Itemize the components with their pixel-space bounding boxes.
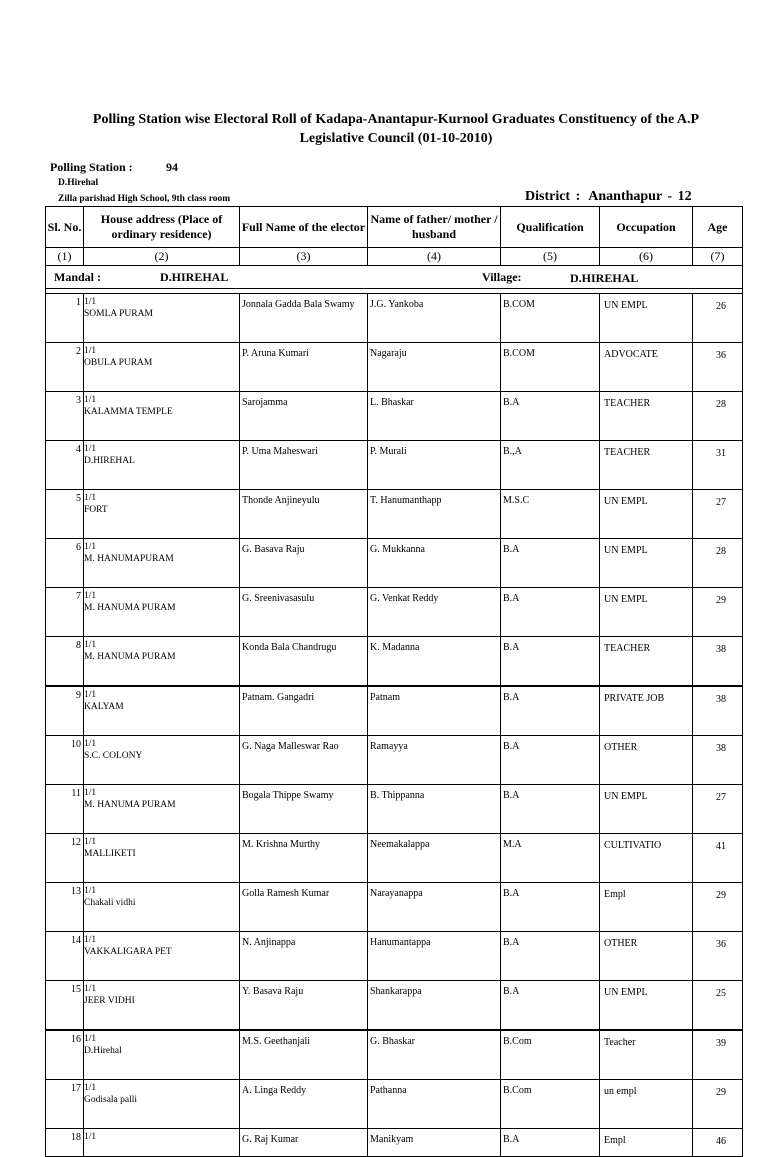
cell-occupation: ADVOCATE — [600, 343, 693, 392]
table-row — [46, 294, 743, 343]
col-num-2: (2) — [84, 248, 240, 266]
cell-qualification: B.Com — [501, 1080, 600, 1129]
cell-age: 29 — [693, 588, 743, 637]
district-info — [525, 189, 692, 205]
cell-qualification: B.A — [501, 883, 600, 932]
cell-relative-name: Narayanappa — [368, 883, 501, 932]
table-row — [46, 539, 743, 588]
cell-qualification: B.Com — [501, 1030, 600, 1080]
col-header-occupation: Occupation — [600, 207, 693, 248]
cell-elector-name: Y. Basava Raju — [240, 981, 368, 1031]
house-number: 1/1 — [84, 788, 97, 798]
house-number: 1/1 — [84, 837, 97, 847]
cell-elector-name: P. Uma Maheswari — [240, 441, 368, 490]
cell-sl-no: 5 — [46, 490, 84, 539]
cell-relative-name: K. Madanna — [368, 637, 501, 687]
document-title — [40, 110, 752, 148]
house-number: 1/1 — [84, 886, 97, 896]
mandal-label: Mandal : — [54, 270, 102, 284]
cell-qualification: B.A — [501, 785, 600, 834]
col-num-3: (3) — [240, 248, 368, 266]
house-place: VAKKALIGARA PET — [84, 947, 172, 957]
column-header-row — [46, 207, 743, 248]
cell-sl-no: 12 — [46, 834, 84, 883]
cell-elector-name: N. Anjinappa — [240, 932, 368, 981]
cell-occupation: UN EMPL — [600, 588, 693, 637]
cell-sl-no: 6 — [46, 539, 84, 588]
house-number: 1/1 — [84, 297, 97, 307]
table-row — [46, 1080, 743, 1129]
col-header-age: Age — [693, 207, 743, 248]
cell-qualification: B.A — [501, 686, 600, 736]
cell-occupation: TEACHER — [600, 441, 693, 490]
cell-house-address — [84, 883, 240, 932]
cell-relative-name: T. Hanumanthapp — [368, 490, 501, 539]
cell-sl-no: 16 — [46, 1030, 84, 1080]
house-number: 1/1 — [84, 444, 97, 454]
house-place: M. HANUMA PURAM — [84, 800, 176, 810]
cell-relative-name: Manikyam — [368, 1129, 501, 1157]
cell-sl-no: 8 — [46, 637, 84, 687]
col-header-address: House address (Place of ordinary residence) — [84, 207, 240, 248]
cell-elector-name: P. Aruna Kumari — [240, 343, 368, 392]
cell-age: 25 — [693, 981, 743, 1031]
electoral-roll-table — [45, 206, 743, 1157]
table-row — [46, 343, 743, 392]
cell-occupation: TEACHER — [600, 637, 693, 687]
house-place: JEER VIDHI — [84, 996, 135, 1006]
cell-house-address — [84, 343, 240, 392]
cell-house-address — [84, 785, 240, 834]
cell-occupation: TEACHER — [600, 392, 693, 441]
cell-age: 46 — [693, 1129, 743, 1157]
cell-house-address — [84, 1129, 240, 1157]
cell-sl-no: 17 — [46, 1080, 84, 1129]
cell-occupation: UN EMPL — [600, 981, 693, 1031]
cell-relative-name: Ramayya — [368, 736, 501, 785]
cell-elector-name: Thonde Anjineyulu — [240, 490, 368, 539]
table-row — [46, 981, 743, 1031]
cell-qualification: B.A — [501, 539, 600, 588]
house-place: MALLIKETI — [84, 849, 136, 859]
house-number: 1/1 — [84, 542, 97, 552]
polling-station-label: Polling Station : — [50, 160, 133, 174]
cell-house-address — [84, 1080, 240, 1129]
cell-qualification: M.A — [501, 834, 600, 883]
cell-house-address — [84, 686, 240, 736]
cell-relative-name: G. Mukkanna — [368, 539, 501, 588]
house-place: Godisala palli — [84, 1095, 138, 1105]
house-number: 1/1 — [84, 640, 97, 650]
cell-age: 38 — [693, 736, 743, 785]
table-row — [46, 686, 743, 736]
cell-elector-name: G. Raj Kumar — [240, 1129, 368, 1157]
table-row — [46, 441, 743, 490]
cell-age: 27 — [693, 490, 743, 539]
cell-sl-no: 9 — [46, 686, 84, 736]
cell-qualification: B.A — [501, 392, 600, 441]
cell-relative-name: Pathanna — [368, 1080, 501, 1129]
cell-relative-name: Neemakalappa — [368, 834, 501, 883]
table-row — [46, 736, 743, 785]
cell-relative-name: L. Bhaskar — [368, 392, 501, 441]
col-num-5: (5) — [501, 248, 600, 266]
house-place: KALAMMA TEMPLE — [84, 407, 173, 417]
cell-house-address — [84, 736, 240, 785]
cell-qualification: B.,A — [501, 441, 600, 490]
house-number: 1/1 — [84, 591, 97, 601]
cell-house-address — [84, 490, 240, 539]
village-value: D.HIREHAL — [570, 271, 639, 285]
cell-age: 31 — [693, 441, 743, 490]
cell-occupation: UN EMPL — [600, 785, 693, 834]
cell-age: 36 — [693, 343, 743, 392]
col-num-1: (1) — [46, 248, 84, 266]
house-number: 1/1 — [84, 395, 97, 405]
house-place: D.Hirehal — [84, 1046, 122, 1056]
cell-sl-no: 3 — [46, 392, 84, 441]
cell-age: 28 — [693, 392, 743, 441]
cell-relative-name: J.G. Yankoba — [368, 294, 501, 343]
house-number: 1/1 — [84, 493, 97, 503]
cell-house-address — [84, 932, 240, 981]
cell-qualification: B.A — [501, 981, 600, 1031]
cell-age: 38 — [693, 686, 743, 736]
polling-station-location: Zilla parishad High School, 9th class room — [58, 194, 231, 204]
cell-elector-name: A. Linga Reddy — [240, 1080, 368, 1129]
cell-occupation: UN EMPL — [600, 490, 693, 539]
cell-age: 29 — [693, 883, 743, 932]
table-row — [46, 932, 743, 981]
cell-elector-name: Jonnala Gadda Bala Swamy — [240, 294, 368, 343]
table-row — [46, 637, 743, 687]
house-number: 1/1 — [84, 1083, 97, 1093]
cell-elector-name: Patnam. Gangadri — [240, 686, 368, 736]
cell-house-address — [84, 294, 240, 343]
cell-occupation: UN EMPL — [600, 294, 693, 343]
cell-relative-name: P. Murali — [368, 441, 501, 490]
house-number: 1/1 — [84, 984, 97, 994]
village-label: Village: — [482, 270, 522, 284]
col-num-4: (4) — [368, 248, 501, 266]
cell-house-address — [84, 637, 240, 687]
cell-occupation: un empl — [600, 1080, 693, 1129]
cell-house-address — [84, 539, 240, 588]
cell-sl-no: 1 — [46, 294, 84, 343]
table-row — [46, 1030, 743, 1080]
cell-sl-no: 10 — [46, 736, 84, 785]
col-header-sl: Sl. No. — [46, 207, 84, 248]
house-place: KALYAM — [84, 702, 124, 712]
district-value: Ananthapur - 12 — [588, 189, 692, 204]
house-place: M. HANUMA PURAM — [84, 603, 176, 613]
house-place: OBULA PURAM — [84, 358, 153, 368]
cell-qualification: B.COM — [501, 294, 600, 343]
col-num-6: (6) — [600, 248, 693, 266]
table-row — [46, 1129, 743, 1157]
house-number: 1/1 — [84, 739, 97, 749]
cell-qualification: M.S.C — [501, 490, 600, 539]
cell-occupation: OTHER — [600, 932, 693, 981]
cell-qualification: B.COM — [501, 343, 600, 392]
cell-elector-name: Bogala Thippe Swamy — [240, 785, 368, 834]
polling-station-name: D.Hirehal — [58, 178, 99, 188]
house-number: 1/1 — [84, 1132, 97, 1142]
house-place: SOMLA PURAM — [84, 309, 153, 319]
cell-elector-name: G. Basava Raju — [240, 539, 368, 588]
cell-age: 38 — [693, 637, 743, 687]
house-number: 1/1 — [84, 1034, 97, 1044]
cell-relative-name: Shankarappa — [368, 981, 501, 1031]
cell-sl-no: 7 — [46, 588, 84, 637]
title-line-2: Legislative Council (01-10-2010) — [299, 131, 493, 146]
cell-age: 41 — [693, 834, 743, 883]
cell-relative-name: Patnam — [368, 686, 501, 736]
column-number-row — [46, 248, 743, 266]
cell-relative-name: B. Thippanna — [368, 785, 501, 834]
cell-house-address — [84, 834, 240, 883]
cell-qualification: B.A — [501, 637, 600, 687]
cell-age: 29 — [693, 1080, 743, 1129]
cell-elector-name: Sarojamma — [240, 392, 368, 441]
cell-occupation: CULTIVATIO — [600, 834, 693, 883]
col-num-7: (7) — [693, 248, 743, 266]
polling-station-number: 94 — [166, 160, 178, 174]
house-place: M. HANUMA PURAM — [84, 652, 176, 662]
cell-sl-no: 11 — [46, 785, 84, 834]
cell-age: 36 — [693, 932, 743, 981]
cell-elector-name: M. Krishna Murthy — [240, 834, 368, 883]
house-number: 1/1 — [84, 346, 97, 356]
cell-sl-no: 15 — [46, 981, 84, 1031]
table-row — [46, 490, 743, 539]
cell-qualification: B.A — [501, 932, 600, 981]
house-number: 1/1 — [84, 935, 97, 945]
cell-elector-name: Golla Ramesh Kumar — [240, 883, 368, 932]
table-row — [46, 785, 743, 834]
cell-occupation: UN EMPL — [600, 539, 693, 588]
house-place: Chakali vidhi — [84, 898, 136, 908]
house-place: S.C. COLONY — [84, 751, 143, 761]
title-line-1: Polling Station wise Electoral Roll of Kadapa-Anantapur-Kurnool Graduates Constituency of the A.P — [92, 112, 700, 127]
cell-age: 28 — [693, 539, 743, 588]
cell-occupation: OTHER — [600, 736, 693, 785]
house-place: FORT — [84, 505, 108, 515]
table-row — [46, 392, 743, 441]
table-row — [46, 883, 743, 932]
col-header-qualification: Qualification — [501, 207, 600, 248]
cell-elector-name: Konda Bala Chandrugu — [240, 637, 368, 687]
col-header-name: Full Name of the elector — [240, 207, 368, 248]
mandal-value: D.HIREHAL — [160, 270, 229, 284]
cell-age: 26 — [693, 294, 743, 343]
cell-elector-name: G. Naga Malleswar Rao — [240, 736, 368, 785]
table-row — [46, 588, 743, 637]
cell-occupation: Empl — [600, 1129, 693, 1157]
roll-body — [46, 289, 743, 1157]
house-place — [84, 1142, 239, 1143]
cell-sl-no: 13 — [46, 883, 84, 932]
cell-age: 39 — [693, 1030, 743, 1080]
house-place: D.HIREHAL — [84, 456, 135, 466]
cell-house-address — [84, 981, 240, 1031]
cell-qualification: B.A — [501, 1129, 600, 1157]
cell-occupation: PRIVATE JOB — [600, 686, 693, 736]
cell-qualification: B.A — [501, 588, 600, 637]
cell-relative-name: G. Bhaskar — [368, 1030, 501, 1080]
cell-house-address — [84, 392, 240, 441]
cell-age: 27 — [693, 785, 743, 834]
district-label: District : — [525, 189, 581, 204]
house-place: M. HANUMAPURAM — [84, 554, 174, 564]
cell-occupation: Teacher — [600, 1030, 693, 1080]
mandal-row — [46, 266, 743, 289]
cell-elector-name: M.S. Geethanjali — [240, 1030, 368, 1080]
table-row — [46, 834, 743, 883]
cell-qualification: B.A — [501, 736, 600, 785]
mandal-cell — [46, 266, 743, 289]
cell-sl-no: 14 — [46, 932, 84, 981]
cell-house-address — [84, 588, 240, 637]
cell-relative-name: Nagaraju — [368, 343, 501, 392]
house-number: 1/1 — [84, 690, 97, 700]
cell-relative-name: G. Venkat Reddy — [368, 588, 501, 637]
col-header-father: Name of father/ mother / husband — [368, 207, 501, 248]
cell-relative-name: Hanumantappa — [368, 932, 501, 981]
cell-house-address — [84, 441, 240, 490]
cell-house-address — [84, 1030, 240, 1080]
cell-elector-name: G. Sreenivasasulu — [240, 588, 368, 637]
cell-sl-no: 2 — [46, 343, 84, 392]
cell-sl-no: 4 — [46, 441, 84, 490]
cell-sl-no: 18 — [46, 1129, 84, 1157]
cell-occupation: Empl — [600, 883, 693, 932]
